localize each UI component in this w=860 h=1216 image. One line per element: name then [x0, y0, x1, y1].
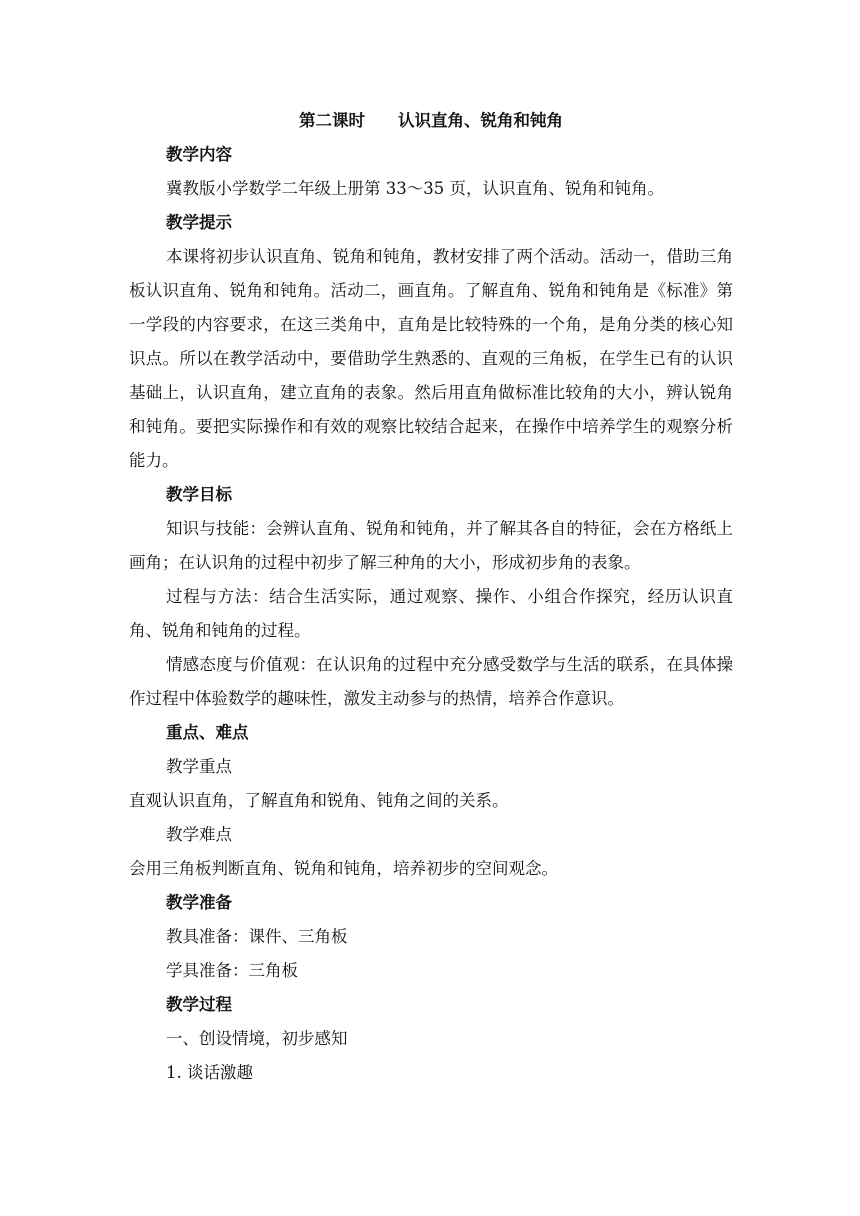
section-heading-tips: 教学提示 — [166, 213, 232, 232]
lesson-title: 第二课时 认识直角、锐角和钝角 — [299, 111, 563, 130]
section-heading-key-points: 重点、难点 — [166, 723, 249, 742]
key-point-text: 直观认识直角，了解直角和锐角、钝角之间的关系。 — [129, 791, 509, 810]
section-heading-goals: 教学目标 — [166, 485, 232, 504]
section-heading-content: 教学内容 — [166, 145, 232, 164]
section-heading-process: 教学过程 — [166, 995, 232, 1014]
tips-paragraph: 本课将初步认识直角、锐角和钝角，教材安排了两个活动。活动一，借助三角板认识直角、锐角和钝角。活动二，画直角。了解直角、锐角和钝角是《标准》第一学段的内容要求，在这三类角中，直角是比较特殊的一个角，是角分类的核心知识点。所以在教学活动中，要借助学生熟悉的、直观的三角板，在学生已有的认识基础上，认识直角，建立直角的表象。然后用直角做标准比较角的大小，辨认锐角和钝角。要把实际操作和有效的观察比较结合起来，在操作中培养学生的观察分析能力。 — [129, 247, 733, 470]
prep-teacher-text: 教具准备：课件、三角板 — [166, 927, 348, 946]
goal-process-paragraph: 过程与方法：结合生活实际，通过观察、操作、小组合作探究，经历认识直角、锐角和钝角的过程。 — [129, 587, 733, 640]
prep-student-text: 学具准备：三角板 — [166, 961, 298, 980]
content-paragraph: 冀教版小学数学二年级上册第 33～35 页，认识直角、锐角和钝角。 — [166, 179, 664, 198]
process-step-1: 一、创设情境，初步感知 — [166, 1029, 348, 1048]
goal-knowledge-paragraph: 知识与技能：会辨认直角、锐角和钝角，并了解其各自的特征，会在方格纸上画角；在认识角的过程中初步了解三种角的大小，形成初步角的表象。 — [129, 519, 733, 572]
difficulty-label: 教学难点 — [166, 825, 232, 844]
goal-attitude-paragraph: 情感态度与价值观：在认识角的过程中充分感受数学与生活的联系，在具体操作过程中体验数学的趣味性，激发主动参与的热情，培养合作意识。 — [129, 655, 733, 708]
key-point-label: 教学重点 — [166, 757, 232, 776]
process-step-1-1: 1. 谈话激趣 — [166, 1063, 253, 1082]
section-heading-preparation: 教学准备 — [166, 893, 232, 912]
difficulty-text: 会用三角板判断直角、锐角和钝角，培养初步的空间观念。 — [129, 859, 558, 878]
document-body — [129, 104, 733, 1090]
